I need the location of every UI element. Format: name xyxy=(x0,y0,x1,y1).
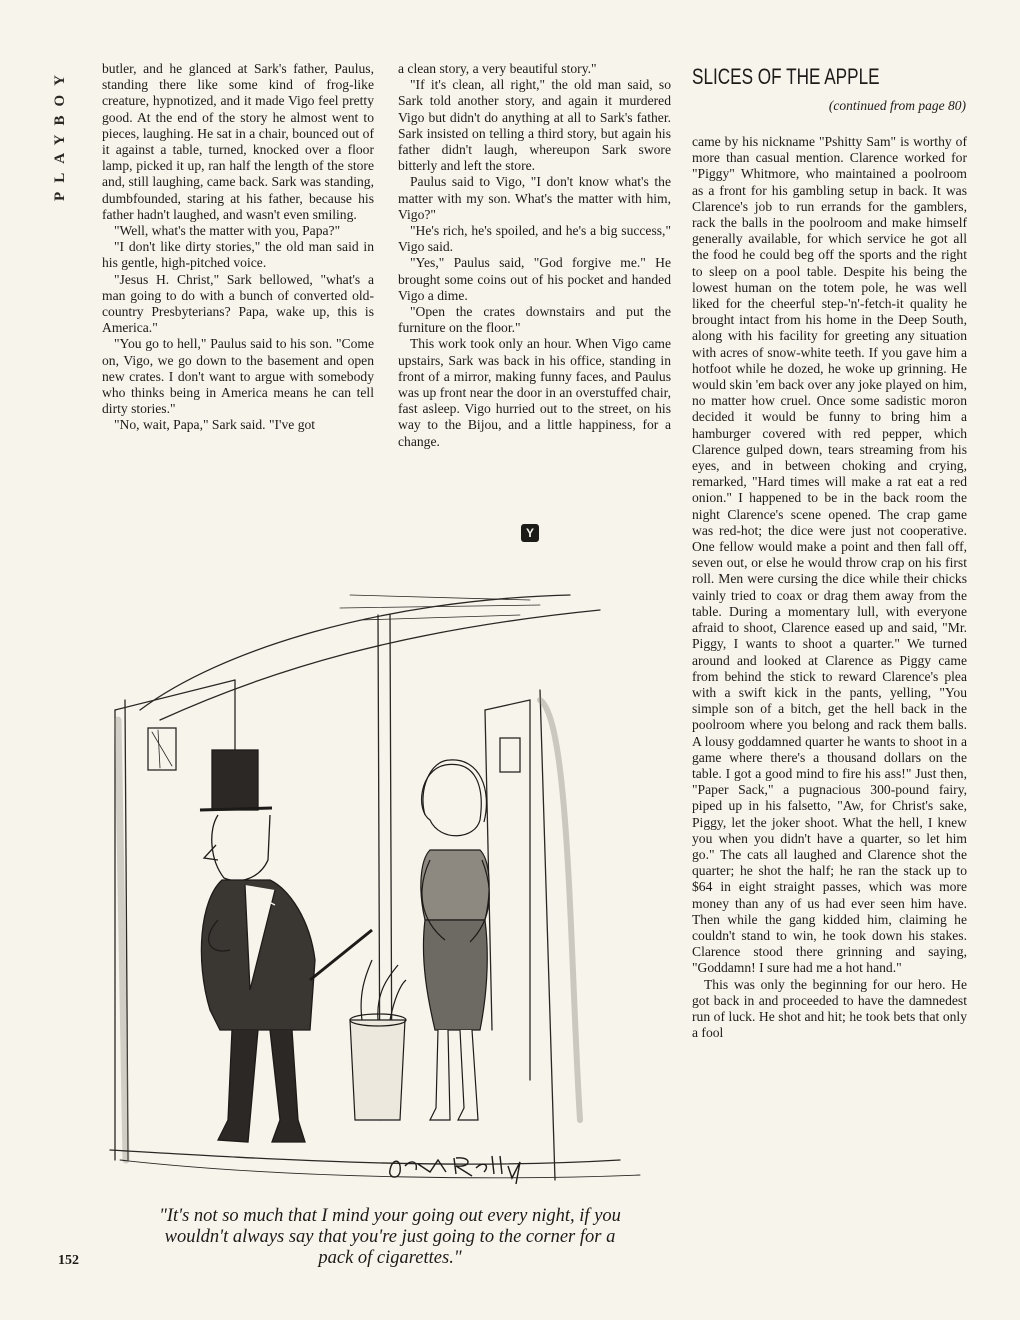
continued-note: (continued from page 80) xyxy=(828,98,966,113)
paragraph: "You go to hell," Paulus said to his son. "Come on, Vigo, we go down to the basement and open new crates. I don't want to argue with somebody who thinks being in America means he can tell dirty stories." xyxy=(102,336,374,417)
paragraph: "Jesus H. Christ," Sark bellowed, "what's a man going to do with a bunch of converted old-country Presbyterians? Papa, wake up, this is America." xyxy=(102,271,374,336)
paragraph: came by his nickname "Pshitty Sam" is worthy of more than casual mention. Clarence worked for "Piggy" Whitmore, who maintained a poolroom as a front for his gambling setup in back. It was Clarence's job to run errands for the gamblers, rack the balls in the poolroom and make himself generally available, for which service he got all the food he could beg off the sports and the right to sleep on a pool table. Despite his being the lowest human on the totem pole, he was well liked for the cheerful step-'n'-fetch-it quality he brought intact from his home in the Deep South, along with his facility for greeting any situation with acres of snow-white teeth. If you gave him a hotfoot while he dozed, he woke up grinning. He would skin 'em back over any joke played on him, no matter how cruel. Once some sadistic moron decided it would be funny to bring him a hamburger covered with red pepper, which Clarence gulped down, tears streaming from his eyes, and in between choking and crying, remarked, "Hard times will make a rat eat a red onion." I happened to be in the back room the night Clarence's scene opened. The crap game was red-hot; the dice were just not cooperative. One fellow would make a point and then fall off, seven out, or else he would throw crap on his first roll. Men were cursing the dice while their chicks vainly tried to coax or drag them away from the table. During a momentary lull, with everyone afraid to shoot, Clarence eased up and said, "Mr. Piggy, I wants to shoot a quarter." We turned around and looked at Clarence as Piggy came from behind the stick to reward Clarence's plea with a swift kick in the pants, yelling, "You simple son of a bitch, get the hell back in the poolroom where you belong and rack them balls. A lousy goddamned quarter he wants to shoot in a game where there's a thousand dollars on the table. I got a good mind to fire his ass!" Just then, "Paper Sack," a pugnacious 300-pound fairy, piped up in his falsetto, "Aw, for Christ's sake, Piggy, let the joker shoot. What the hell, I knew you when you didn't have a quarter, so let him go." The cats all laughed and Clarence shot the quarter; he shot the half; he ran the stack up to $64 in eight straight passes, which was more money than any of us had ever seen him have. Then while the gang kidded him, claiming he couldn't stand to win, he took down his stakes. Clarence stood there grinning and saying, "Goddamn! I sure had me a hot hand." xyxy=(692,134,967,976)
article-heading: SLICES OF THE APPLE xyxy=(692,64,880,89)
paragraph: This was only the beginning for our hero. He got back in and proceeded to have the damnedest run of luck. He shot and hit; he took bets that only a fool xyxy=(692,976,967,1041)
cartoon-illustration xyxy=(100,560,660,1205)
story-column-3 xyxy=(692,134,967,1041)
paragraph: Paulus said to Vigo, "I don't know what's the matter with my son. What's the matter with him, Vigo?" xyxy=(398,174,671,222)
page-number: 152 xyxy=(58,1253,79,1268)
artist-signature-icon xyxy=(390,1156,520,1184)
paragraph: This work took only an hour. When Vigo came upstairs, Sark was back in his office, standing in front of a mirror, making funny faces, and Paulus was up front near the door in an overstuffed chair, fast asleep. Vigo hurried out to the street, on his way to the Bijou, and a little happiness, for a change. xyxy=(398,336,671,449)
cartoon-caption: "It's not so much that I mind your going out every night, if you wouldn't always say that you're just going to the corner for a pack of cigarettes." xyxy=(159,1206,621,1268)
paragraph: butler, and he glanced at Sark's father, Paulus, standing there like some kind of frog-like creature, hypnotized, and it made Vigo feel pretty good. At the end of the story he almost went to pieces, laughing. He sat in a chair, bounced out of it against a table, turned, knocked over a floor lamp, picked it up, ran half the length of the store and, still laughing, came back. Sark was standing, dumbfounded, staring at his father, because his father hadn't laughed, and wasn't even smiling. xyxy=(102,61,374,222)
paragraph: "I don't like dirty stories," the old man said in his gentle, high-pitched voice. xyxy=(102,239,374,271)
paragraph: "Yes," Paulus said, "God forgive me." He brought some coins out of his pocket and handed Vigo a dime. xyxy=(398,255,671,303)
paragraph: "If it's clean, all right," the old man said, so Sark told another story, and again it murdered Vigo but didn't do anything at all to Sark's father. Sark insisted on telling a third story, but again his father didn't laugh, whereupon Sark swore bitterly and left the store. xyxy=(398,77,671,174)
paragraph: "No, wait, Papa," Sark said. "I've got xyxy=(114,417,316,433)
paragraph: "Open the crates downstairs and put the furniture on the floor." xyxy=(398,304,671,336)
magazine-running-head: PLAYBOY xyxy=(52,66,68,201)
story-column-1 xyxy=(102,61,374,434)
rabbit-end-mark-icon: Y xyxy=(521,524,539,542)
paragraph: "He's rich, he's spoiled, and he's a big success," Vigo said. xyxy=(398,223,671,255)
story-column-2 xyxy=(398,61,671,450)
paragraph: "Well, what's the matter with you, Papa?" xyxy=(114,223,341,239)
paragraph: a clean story, a very beautiful story." xyxy=(398,61,597,76)
